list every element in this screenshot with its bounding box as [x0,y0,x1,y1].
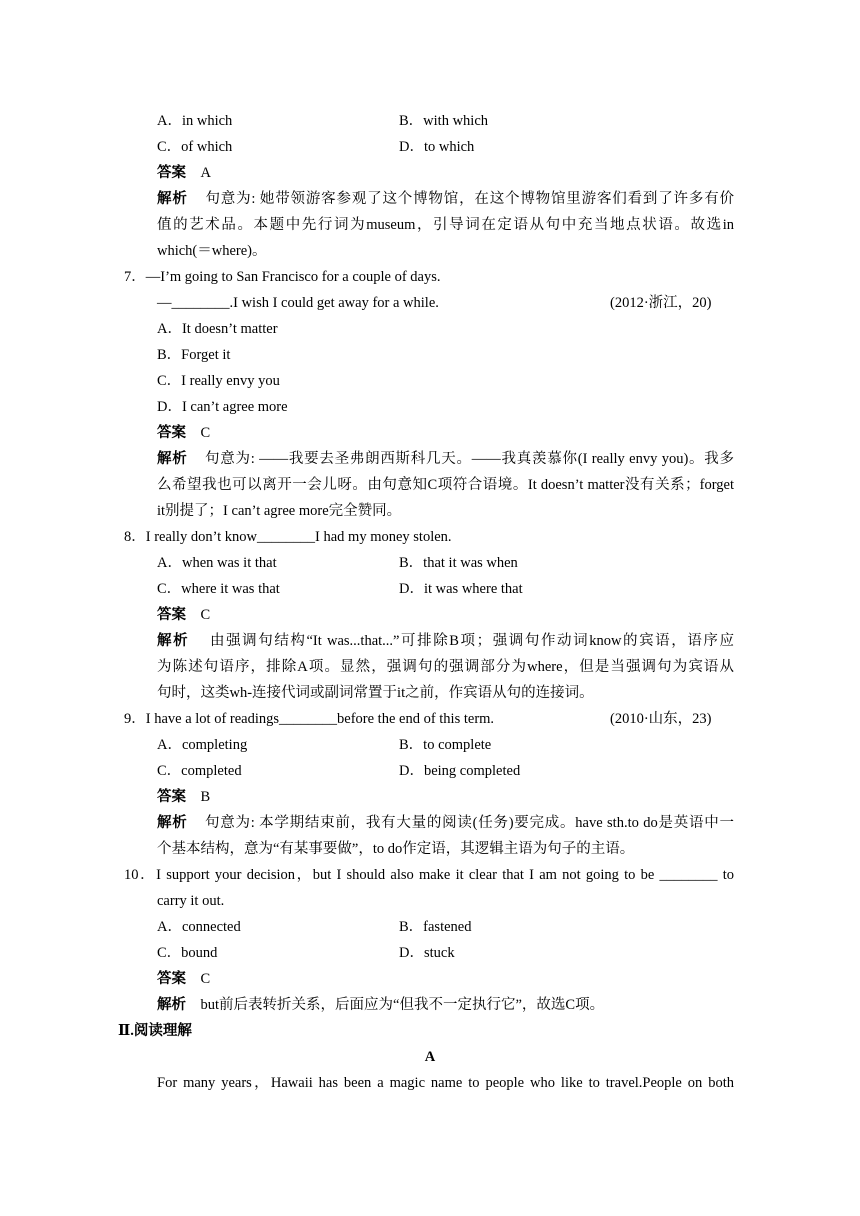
q7-option-b: B．Forget it [157,347,231,363]
q9-answer [157,788,210,806]
q6-analysis-line-1: 解析 句意为: 她带领游客参观了这个博物馆，在这个博物馆里游客们看到了许多有价 [157,191,735,207]
q7-stem-line-2: —________.I wish I could get away for a while. [157,295,439,311]
q9-stem: 9．I have a lot of readings________before the end of this term. [124,711,495,727]
answer-label: 答案 [157,789,186,805]
q8-stem: 8．I really don’t know________I had my money stolen. [124,529,452,545]
q10-analysis-line-1: 解析 but前后表转折关系，后面应为“但我不一定执行它”，故选C项。 [157,997,605,1013]
answer-value: B [200,789,211,805]
q8-option-d: D．it was where that [399,581,523,597]
answer-value: C [200,971,211,987]
q7-answer [157,424,210,442]
q6-answer [157,164,211,182]
q10-answer [157,970,210,988]
q10-option-c: C．bound [157,945,218,961]
answer-value: C [200,425,211,441]
q8-analysis-line-2: 为陈述句语序，排除A项。显然，强调句的强调部分为where，但是当强调句为宾语从 [157,659,734,675]
q6-option-a: A．in which [157,113,233,129]
answer-label: 答案 [157,607,186,623]
answer-label: 答案 [157,971,186,987]
q9-analysis-line-1: 解析 句意为: 本学期结束前，我有大量的阅读(任务)要完成。have sth.to do是英语中一 [157,815,734,831]
q8-option-c: C．where it was that [157,581,280,597]
analysis-label: 解析 [157,451,188,467]
q8-answer [157,606,210,624]
q7-analysis-line-2: 么希望我也可以离开一会儿呀。由句意知C项符合语境。It doesn’t matter没有关系；forget [157,477,734,493]
passage-label: A [424,1049,436,1065]
q10-option-b: B．fastened [399,919,472,935]
q8-option-a: A．when was it that [157,555,277,571]
q10-stem-line-2: carry it out. [157,893,225,909]
answer-value: C [200,607,211,623]
analysis-label: 解析 [157,997,186,1013]
passage-line-1: For many years，Hawaii has been a magic name to people who like to travel.People on both [157,1075,734,1091]
q10-option-d: D．stuck [399,945,455,961]
analysis-label: 解析 [157,191,188,207]
q7-option-d: D．I can’t agree more [157,399,288,415]
q7-source: (2012·浙江，20) [610,295,712,311]
answer-value: A [200,165,211,181]
q9-analysis-line-2: 个基本结构，意为“有某事要做”，to do作定语，其逻辑主语为句子的主语。 [157,841,635,857]
q7-option-c: C．I really envy you [157,373,280,389]
q9-option-c: C．completed [157,763,242,779]
q7-stem-line-1: 7．—I’m going to San Francisco for a couple of days. [124,269,441,285]
analysis-label: 解析 [157,815,188,831]
q10-stem-line-1: 10．I support your decision，but I should also make it clear that I am not going to be ________ to [124,867,734,883]
q9-option-b: B．to complete [399,737,492,753]
q7-analysis-line-1: 解析 句意为: ——我要去圣弗朗西斯科几天。——我真羡慕你(I really envy you)。我多 [157,451,735,467]
q8-analysis-line-3: 句时，这类wh-连接代词或副词常置于it之前，作宾语从句的连接词。 [157,685,594,701]
q9-option-a: A．completing [157,737,248,753]
q8-analysis-line-1: 解析 由强调句结构“It was...that...”可排除B项；强调句作动词know的宾语，语序应 [157,633,734,649]
analysis-label: 解析 [157,633,190,649]
q7-analysis-line-3: it别提了；I can’t agree more完全赞同。 [157,503,402,519]
section-title: Ⅱ.阅读理解 [118,1023,192,1039]
answer-label: 答案 [157,425,186,441]
q6-analysis-line-3: which(＝where)。 [157,243,267,259]
q6-option-d: D．to which [399,139,475,155]
q9-option-d: D．being completed [399,763,521,779]
q10-option-a: A．connected [157,919,241,935]
q8-option-b: B．that it was when [399,555,518,571]
q9-source: (2010·山东，23) [610,711,712,727]
q6-option-c: C．of which [157,139,233,155]
q7-option-a: A．It doesn’t matter [157,321,278,337]
answer-label: 答案 [157,165,186,181]
q6-option-b: B．with which [399,113,489,129]
q6-analysis-line-2: 值的艺术品。本题中先行词为museum，引导词在定语从句中充当地点状语。故选in [157,217,734,233]
